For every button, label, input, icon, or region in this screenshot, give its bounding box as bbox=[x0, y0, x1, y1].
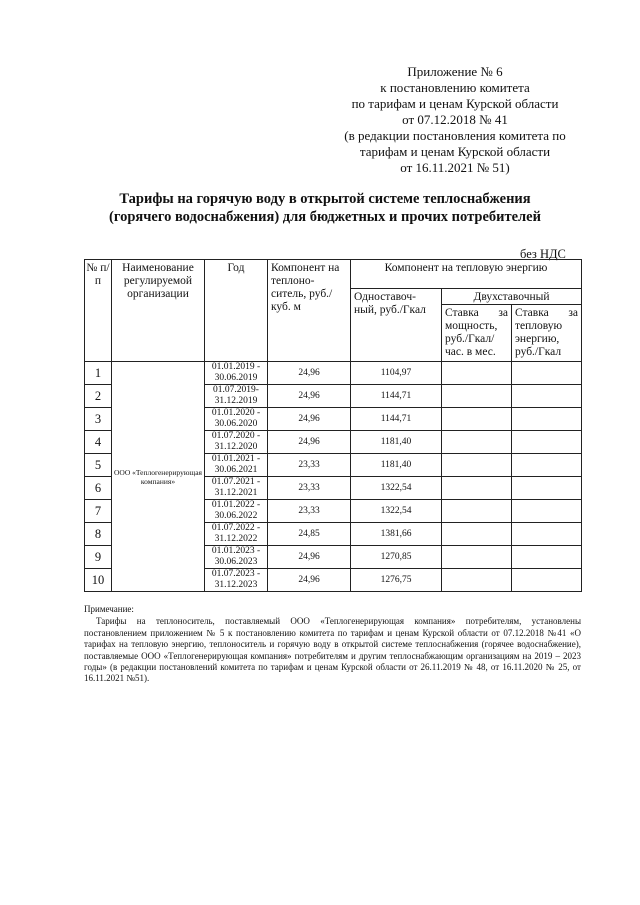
row-period: 01.01.2022 - 30.06.2022 bbox=[205, 500, 268, 523]
appendix-line: от 07.12.2018 № 41 bbox=[402, 112, 508, 127]
row-energy-rate bbox=[512, 385, 582, 408]
row-single-rate: 1276,75 bbox=[351, 569, 442, 592]
row-period: 01.07.2022 - 31.12.2022 bbox=[205, 523, 268, 546]
appendix-line: от 16.11.2021 № 51) bbox=[400, 160, 510, 175]
row-capacity-rate bbox=[442, 523, 512, 546]
row-single-rate: 1381,66 bbox=[351, 523, 442, 546]
header-organization: Наименование регулируемой организации bbox=[112, 260, 205, 362]
organization-name: ООО «Теплогенерирующая компания» bbox=[112, 362, 205, 592]
vat-note: без НДС bbox=[520, 247, 566, 261]
row-carrier: 23,33 bbox=[268, 454, 351, 477]
row-single-rate: 1270,85 bbox=[351, 546, 442, 569]
row-capacity-rate bbox=[442, 385, 512, 408]
row-single-rate: 1144,71 bbox=[351, 385, 442, 408]
footnote-title: Примечание: bbox=[84, 604, 134, 614]
row-capacity-rate bbox=[442, 500, 512, 523]
row-energy-rate bbox=[512, 408, 582, 431]
row-single-rate: 1144,71 bbox=[351, 408, 442, 431]
row-period: 01.01.2021 - 30.06.2021 bbox=[205, 454, 268, 477]
row-num: 5 bbox=[85, 454, 112, 477]
row-num: 6 bbox=[85, 477, 112, 500]
appendix-line: к постановлению комитета bbox=[380, 80, 530, 95]
row-carrier: 24,85 bbox=[268, 523, 351, 546]
row-single-rate: 1181,40 bbox=[351, 454, 442, 477]
row-energy-rate bbox=[512, 477, 582, 500]
header-two-rate: Двухставочный bbox=[442, 289, 582, 305]
row-carrier: 24,96 bbox=[268, 385, 351, 408]
row-period: 01.07.2021 - 31.12.2021 bbox=[205, 477, 268, 500]
footnote-text: Тарифы на теплоноситель, поставляемый ООО «Теплогенерирующая компания» потребителям, установлены постановлением приложением № 5 к постановлению комитета по тарифам и ценам Курской области от 07.12.2018 №41 «О тарифах на тепловую энергию, теплоноситель и горячую воду в открытой системе теплоснабжения (горячее водоснабжение), поставляемые ООО «Теплогенерирующая компания» потребителям и другим теплоснабжающим организациям на 2019 – 2023 годы» (в редакции постановлений комитета по тарифам и ценам Курской области от 26.11.2019 № 48, от 16.11.2020 № 25, от 16.11.2021 №51). bbox=[84, 616, 581, 684]
row-period: 01.01.2020 - 30.06.2020 bbox=[205, 408, 268, 431]
row-num: 10 bbox=[85, 569, 112, 592]
table-row bbox=[85, 362, 582, 385]
row-single-rate: 1322,54 bbox=[351, 477, 442, 500]
row-energy-rate bbox=[512, 500, 582, 523]
row-capacity-rate bbox=[442, 431, 512, 454]
row-energy-rate bbox=[512, 523, 582, 546]
row-carrier: 23,33 bbox=[268, 500, 351, 523]
footnote bbox=[84, 604, 581, 685]
row-num: 1 bbox=[85, 362, 112, 385]
row-capacity-rate bbox=[442, 546, 512, 569]
row-carrier: 24,96 bbox=[268, 546, 351, 569]
header-single-rate: Одноставоч-ный, руб./Гкал bbox=[351, 289, 442, 362]
row-period: 01.07.2020 - 31.12.2020 bbox=[205, 431, 268, 454]
appendix-number: Приложение № 6 bbox=[407, 64, 503, 79]
row-capacity-rate bbox=[442, 477, 512, 500]
row-num: 4 bbox=[85, 431, 112, 454]
header-carrier-component: Компонент на теплоно-ситель, руб./куб. м bbox=[268, 260, 351, 362]
appendix-reference bbox=[330, 64, 580, 176]
row-capacity-rate bbox=[442, 454, 512, 477]
row-num: 8 bbox=[85, 523, 112, 546]
title-line-2: (горячего водоснабжения) для бюджетных и прочих потребителей bbox=[109, 209, 541, 225]
row-num: 2 bbox=[85, 385, 112, 408]
row-capacity-rate bbox=[442, 569, 512, 592]
row-energy-rate bbox=[512, 569, 582, 592]
row-capacity-rate bbox=[442, 408, 512, 431]
row-carrier: 24,96 bbox=[268, 569, 351, 592]
row-single-rate: 1104,97 bbox=[351, 362, 442, 385]
row-single-rate: 1322,54 bbox=[351, 500, 442, 523]
header-capacity-rate: Ставка за мощность, руб./Гкал/час. в мес. bbox=[442, 305, 512, 362]
tariff-table bbox=[84, 259, 582, 592]
appendix-line: (в редакции постановления комитета по bbox=[344, 128, 566, 143]
header-energy-rate: Ставка за тепловую энергию, руб./Гкал bbox=[512, 305, 582, 362]
row-num: 3 bbox=[85, 408, 112, 431]
row-energy-rate bbox=[512, 362, 582, 385]
row-carrier: 24,96 bbox=[268, 408, 351, 431]
document-title bbox=[90, 190, 560, 226]
row-num: 7 bbox=[85, 500, 112, 523]
row-period: 01.07.2019- 31.12.2019 bbox=[205, 385, 268, 408]
row-single-rate: 1181,40 bbox=[351, 431, 442, 454]
header-thermal-component: Компонент на тепловую энергию bbox=[351, 260, 582, 289]
row-energy-rate bbox=[512, 546, 582, 569]
appendix-line: по тарифам и ценам Курской области bbox=[351, 96, 559, 111]
header-year: Год bbox=[205, 260, 268, 362]
row-carrier: 24,96 bbox=[268, 431, 351, 454]
row-energy-rate bbox=[512, 431, 582, 454]
title-line-1: Тарифы на горячую воду в открытой системе теплоснабжения bbox=[119, 191, 531, 207]
row-capacity-rate bbox=[442, 362, 512, 385]
row-energy-rate bbox=[512, 454, 582, 477]
row-period: 01.01.2023 - 30.06.2023 bbox=[205, 546, 268, 569]
row-carrier: 23,33 bbox=[268, 477, 351, 500]
row-period: 01.01.2019 - 30.06.2019 bbox=[205, 362, 268, 385]
appendix-line: тарифам и ценам Курской области bbox=[359, 144, 551, 159]
header-num: № п/п bbox=[85, 260, 112, 362]
row-carrier: 24,96 bbox=[268, 362, 351, 385]
row-period: 01.07.2023 - 31.12.2023 bbox=[205, 569, 268, 592]
row-num: 9 bbox=[85, 546, 112, 569]
